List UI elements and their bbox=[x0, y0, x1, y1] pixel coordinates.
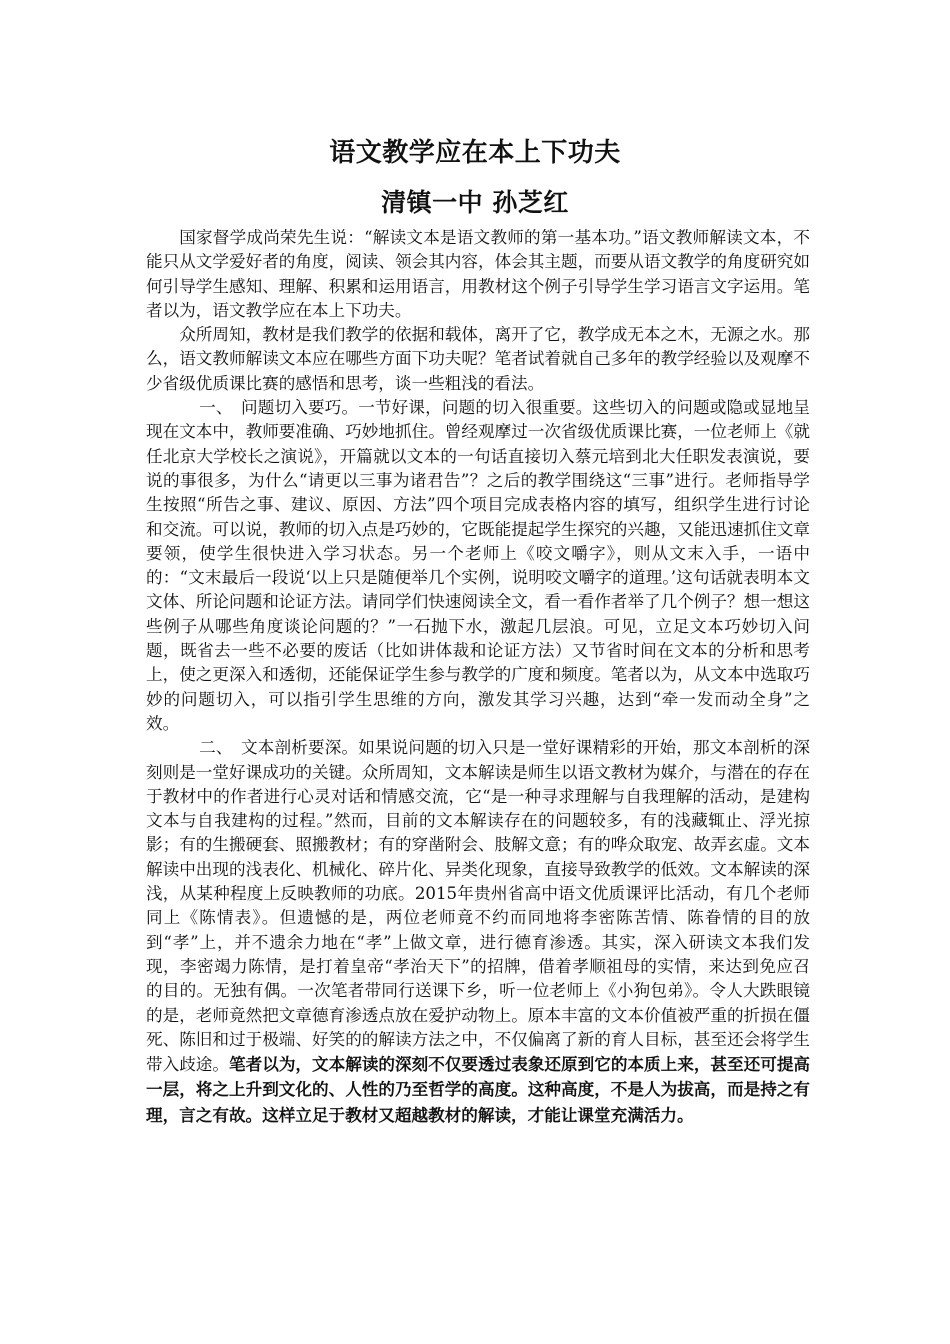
paragraph-section-one: 一、 问题切入要巧。一节好课，问题的切入很重要。这些切入的问题或隐或显地呈现在文本中，教师要准确、巧妙地抓住。曾经观摩过一次省级优质课比赛，一位老师上《就任北京大学校长之演说》，开篇就以文本的一句话直接切入蔡元培到北大任职发表演说，要说的事很多，为什么“请更以三事为诸君告”？之后的教学围绕这“三事”进行。老师指导学生按照“所告之事、建议、原因、方法”四个项目完成表格内容的填写，组织学生进行讨论和交流。可以说，教师的切入点是巧妙的，它既能提起学生探究的兴趣，又能迅速抓住文章要领，使学生很快进入学习状态。另一个老师上《咬文嚼字》，则从文末入手，一语中的：“文末最后一段说‘以上只是随便举几个实例，说明咬文嚼字的道理。’这句话就表明本文文体、所论问题和论证方法。请同学们快速阅读全文，看一看作者举了几个例子？想一想这些例子从哪些角度谈论问题的？”一石抛下水，激起几层浪。可见，立足文本巧妙切入问题，既省去一些不必要的废话（比如讲体裁和论证方法）又节省时间在文本的分析和思考上，使之更深入和透彻，还能保证学生参与教学的广度和频度。笔者以为，从文本中选取巧妙的问题切入，可以指引学生思维的方向，激发其学习兴趣，达到“牵一发而动全身”之效。 bbox=[146, 398, 810, 733]
article-body bbox=[146, 226, 810, 1128]
page-title: 语文教学应在本上下功夫 bbox=[329, 138, 621, 168]
section-two-conclusion: 笔者以为，文本解读的深刻不仅要透过表象还原到它的本质上来，甚至还可提高一层，将之上升到文化的、人性的乃至哲学的高度。这种高度，不是人为拔高，而是持之有理，言之有故。这样立足于教材又超越教材的解读，才能让课堂充满活力。 bbox=[146, 1054, 811, 1125]
paragraph-section-two bbox=[146, 736, 810, 1128]
section-two-text: 二、 文本剖析要深。如果说问题的切入只是一堂好课精彩的开始，那文本剖析的深刻则是一堂好课成功的关键。众所周知，文本解读是师生以语文教材为媒介，与潜在的存在于教材中的作者进行心灵对话和情感交流，它“是一种寻求理解与自我理解的活动，是建构文本与自我建构的过程。”然而，目前的文本解读存在的问题较多，有的浅藏辄止、浮光掠影；有的生搬硬套、照搬教材；有的穿凿附会、肢解文意；有的哗众取宠、故弄玄虚。文本解读中出现的浅表化、机械化、碎片化、异类化现象，直接导致教学的低效。文本解读的深浅，从某种程度上反映教师的功底。2015年贵州省高中语文优质课评比活动，有几个老师同上《陈情表》。但遗憾的是，两位老师竟不约而同地将李密陈苦情、陈眷情的目的放到“孝”上，并不遗余力地在“孝”上做文章，进行德育渗透。其实，深入研读文本我们发现，李密竭力陈情，是打着皇帝“孝治天下”的招牌，借着孝顺祖母的实情，来达到免应召的目的。无独有偶。一次笔者带同行送课下乡，听一位老师上《小狗包弟》。令人大跌眼镜的是，老师竟然把文章德育渗透点放在爱护动物上。原本丰富的文本价值被严重的折损在僵死、陈旧和过于极端、好笑的的解读方法之中，不仅偏离了新的育人目标，甚至还会将学生带入歧途。 bbox=[146, 738, 810, 1075]
paragraph-intro: 国家督学成尚荣先生说：“解读文本是语文教师的第一基本功。”语文教师解读文本，不能只从文学爱好者的角度，阅读、领会其内容，体会其主题，而要从语文教学的角度研究如何引导学生感知、理解、积累和运用语言，用教材这个例子引导学生学习语言文字运用。笔者以为，语文教学应在本上下功夫。 bbox=[146, 228, 810, 320]
author-line: 清镇一中 孙芝红 bbox=[381, 188, 569, 217]
paragraph-context: 众所周知，教材是我们教学的依据和载体，离开了它，教学成无本之木，无源之水。那么，语文教师解读文本应在哪些方面下功夫呢？笔者试着就自己多年的教学经验以及观摩不少省级优质课比赛的感悟和思考，谈一些粗浅的看法。 bbox=[146, 325, 810, 393]
